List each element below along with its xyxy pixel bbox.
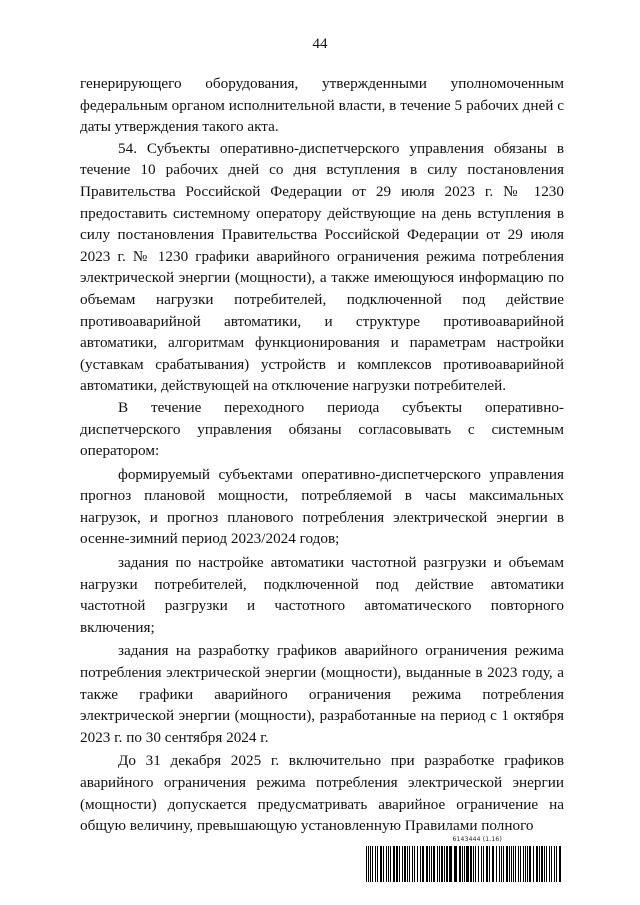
paragraph-deadline-2025: До 31 декабря 2025 г. включительно при разработке графиков аварийного ограничения режима потребления электрической энергии (мощности) допускается предусматривать аварийное ограничение на общую величину, превышающую установленную Правилами полного (80, 752, 564, 835)
barcode-label: 6143444 (1.16) (452, 836, 502, 843)
page-number: 44 (312, 36, 328, 52)
paragraph-frequency-tasks: задания по настройке автоматики частотной разгрузки и объемам нагрузки потребителей, подключенной под действие автоматики частотной разгрузки и частотного автоматического повторного включения; (80, 554, 564, 636)
paragraph-transition-period: В течение переходного периода субъекты оперативно-диспетчерского управления обязаны согласовывать с системным оператором: (80, 398, 564, 460)
paragraph-continuation: генерирующего оборудования, утвержденными уполномоченным федеральным органом исполнительной власти, в течение 5 рабочих дней с даты утверждения такого акта. (80, 75, 564, 136)
barcode-block (366, 836, 564, 884)
barcode-icon (366, 846, 564, 882)
paragraph-schedule-tasks: задания на разработку графиков аварийного ограничения режима потребления электрической энергии (мощности), выданные в 2023 году, а также графики аварийного ограничения режима потребления электрической энергии (мощности), разработанные на период с 1 октября 2023 г. по 30 сентября 2024 г. (80, 642, 564, 746)
document-body (80, 73, 564, 837)
paragraph-forecast: формируемый субъектами оперативно-диспетчерского управления прогноз плановой мощности, потребляемой в часы максимальных нагрузок, и прогноз планового потребления электрической энергии в осенне-зимний период 2023/2024 годов; (80, 465, 564, 548)
paragraph-54: 54. Субъекты оперативно-диспетчерского управления обязаны в течение 10 рабочих дней со дня вступления в силу постановления Правительства Российской Федерации от 29 июля 2023 г. № 1230 предоставить системному оператору действующие на день вступления в силу постановления Правительства Российской Федерации от 29 июля 2023 г. № 1230 графики аварийного ограничения режима потребления электрической энергии (мощности), а также имеющуюся информацию по объемам нагрузки потребителей, подключенной под действие противоаварийной автоматики, и структуре противоаварийной автоматики, алгоритмам функционирования и параметрам настройки (уставкам срабатывания) устройств и комплексов противоаварийной автоматики, действующей на отключение нагрузки потребителей. (80, 139, 564, 395)
